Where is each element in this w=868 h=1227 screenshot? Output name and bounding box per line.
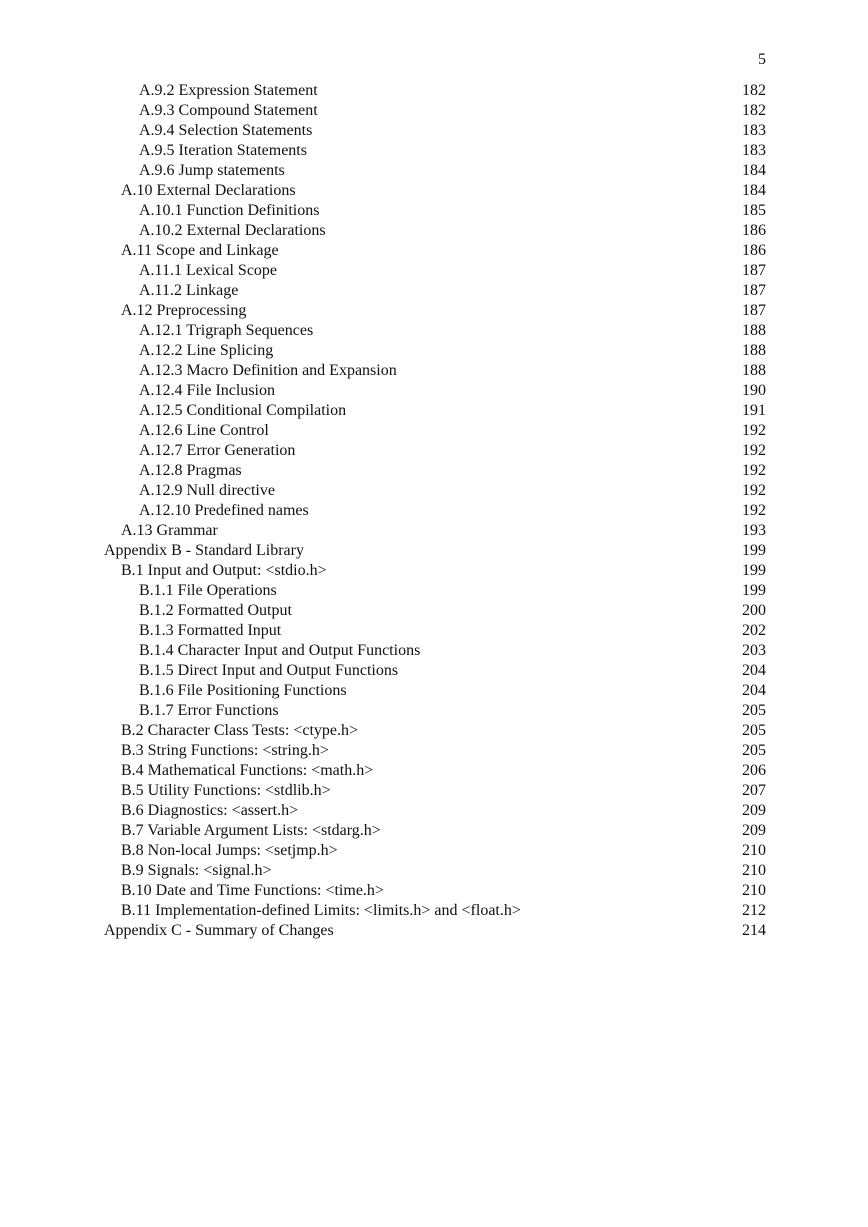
toc-entry-page: 205 <box>742 742 766 759</box>
toc-entry <box>104 341 766 361</box>
toc-entry-title: B.1.4 Character Input and Output Functions <box>139 642 421 659</box>
toc-entry-page: 192 <box>742 482 766 499</box>
toc-entry <box>104 781 766 801</box>
toc-entry-page: 184 <box>742 182 766 199</box>
toc-entry <box>104 401 766 421</box>
toc-entry-page: 206 <box>742 762 766 779</box>
toc-entry-title: A.12 Preprocessing <box>121 302 247 319</box>
toc-entry-title: A.9.5 Iteration Statements <box>139 142 307 159</box>
toc-entry <box>104 801 766 821</box>
toc-entry-title: B.1.2 Formatted Output <box>139 602 292 619</box>
toc-entry <box>104 161 766 181</box>
toc-entry-title: A.12.9 Null directive <box>139 482 275 499</box>
toc-entry <box>104 681 766 701</box>
toc-entry-title: B.1.5 Direct Input and Output Functions <box>139 662 399 679</box>
table-of-contents <box>104 81 766 941</box>
toc-entry-page: 204 <box>742 662 766 679</box>
toc-entry-page: 212 <box>742 902 766 919</box>
toc-entry-page: 188 <box>742 342 766 359</box>
toc-entry-title: A.12.6 Line Control <box>139 422 269 439</box>
toc-entry <box>104 501 766 521</box>
toc-entry <box>104 721 766 741</box>
toc-entry-title: A.9.2 Expression Statement <box>139 82 318 99</box>
toc-entry-title: B.9 Signals: <signal.h> <box>121 862 272 879</box>
toc-entry <box>104 121 766 141</box>
toc-entry-title: A.12.4 File Inclusion <box>139 382 275 399</box>
toc-entry-title: A.12.7 Error Generation <box>139 442 296 459</box>
toc-entry <box>104 541 766 561</box>
toc-entry-title: B.1.1 File Operations <box>139 582 277 599</box>
toc-entry <box>104 741 766 761</box>
toc-entry-page: 205 <box>742 702 766 719</box>
toc-entry-title: A.9.6 Jump statements <box>139 162 285 179</box>
toc-entry-page: 210 <box>742 862 766 879</box>
toc-entry <box>104 861 766 881</box>
toc-entry-title: A.12.10 Predefined names <box>139 502 309 519</box>
toc-entry <box>104 841 766 861</box>
toc-entry-page: 193 <box>742 522 766 539</box>
toc-entry-title: B.2 Character Class Tests: <ctype.h> <box>121 722 359 739</box>
toc-entry-title: B.6 Diagnostics: <assert.h> <box>121 802 299 819</box>
toc-entry <box>104 561 766 581</box>
toc-entry-page: 209 <box>742 802 766 819</box>
toc-entry-page: 203 <box>742 642 766 659</box>
toc-entry-title: A.12.1 Trigraph Sequences <box>139 322 314 339</box>
toc-entry-page: 199 <box>742 542 766 559</box>
toc-entry-page: 202 <box>742 622 766 639</box>
toc-entry <box>104 321 766 341</box>
toc-entry-title: B.7 Variable Argument Lists: <stdarg.h> <box>121 822 381 839</box>
toc-entry-page: 186 <box>742 242 766 259</box>
toc-entry <box>104 281 766 301</box>
toc-entry-page: 192 <box>742 502 766 519</box>
toc-entry-page: 192 <box>742 422 766 439</box>
toc-entry <box>104 141 766 161</box>
toc-entry-title: Appendix B - Standard Library <box>104 542 304 559</box>
toc-entry-title: A.9.3 Compound Statement <box>139 102 318 119</box>
toc-entry <box>104 661 766 681</box>
toc-entry <box>104 181 766 201</box>
toc-entry-page: 205 <box>742 722 766 739</box>
toc-entry-title: A.11.2 Linkage <box>139 282 239 299</box>
toc-entry-page: 199 <box>742 562 766 579</box>
toc-entry-title: A.10.2 External Declarations <box>139 222 326 239</box>
toc-entry-title: Appendix C - Summary of Changes <box>104 922 334 939</box>
toc-entry-title: A.12.3 Macro Definition and Expansion <box>139 362 397 379</box>
toc-entry <box>104 81 766 101</box>
toc-entry-title: A.10.1 Function Definitions <box>139 202 320 219</box>
toc-entry-page: 200 <box>742 602 766 619</box>
toc-entry-page: 192 <box>742 442 766 459</box>
toc-entry-title: A.10 External Declarations <box>121 182 296 199</box>
toc-entry-title: B.1.7 Error Functions <box>139 702 279 719</box>
toc-entry-title: B.8 Non-local Jumps: <setjmp.h> <box>121 842 338 859</box>
toc-entry-title: B.11 Implementation-defined Limits: <limits.h> and <float.h> <box>121 902 521 919</box>
toc-entry-page: 190 <box>742 382 766 399</box>
toc-entry <box>104 201 766 221</box>
toc-entry-page: 192 <box>742 462 766 479</box>
toc-entry-page: 183 <box>742 142 766 159</box>
toc-entry-page: 183 <box>742 122 766 139</box>
toc-entry <box>104 361 766 381</box>
toc-entry <box>104 901 766 921</box>
toc-entry <box>104 821 766 841</box>
toc-entry-title: B.1 Input and Output: <stdio.h> <box>121 562 327 579</box>
toc-entry-title: A.12.8 Pragmas <box>139 462 242 479</box>
toc-entry-page: 186 <box>742 222 766 239</box>
page-number: 5 <box>758 51 766 68</box>
toc-entry <box>104 601 766 621</box>
toc-entry <box>104 261 766 281</box>
toc-entry-page: 199 <box>742 582 766 599</box>
toc-entry-page: 187 <box>742 282 766 299</box>
toc-entry-title: B.10 Date and Time Functions: <time.h> <box>121 882 384 899</box>
toc-entry-title: A.11.1 Lexical Scope <box>139 262 278 279</box>
toc-entry <box>104 421 766 441</box>
toc-entry <box>104 881 766 901</box>
toc-entry-page: 214 <box>742 922 766 939</box>
toc-entry-title: A.11 Scope and Linkage <box>121 242 279 259</box>
toc-entry <box>104 521 766 541</box>
toc-entry <box>104 381 766 401</box>
toc-entry-page: 188 <box>742 362 766 379</box>
toc-entry-title: A.9.4 Selection Statements <box>139 122 313 139</box>
toc-entry-page: 191 <box>742 402 766 419</box>
toc-entry <box>104 481 766 501</box>
toc-entry-title: A.13 Grammar <box>121 522 218 539</box>
toc-entry <box>104 461 766 481</box>
toc-entry-title: A.12.2 Line Splicing <box>139 342 274 359</box>
toc-entry-page: 182 <box>742 102 766 119</box>
toc-entry-title: B.3 String Functions: <string.h> <box>121 742 329 759</box>
toc-entry <box>104 581 766 601</box>
toc-entry-page: 210 <box>742 842 766 859</box>
toc-entry-page: 182 <box>742 82 766 99</box>
toc-entry-page: 207 <box>742 782 766 799</box>
toc-entry <box>104 621 766 641</box>
toc-entry <box>104 101 766 121</box>
toc-entry <box>104 761 766 781</box>
toc-entry-page: 185 <box>742 202 766 219</box>
toc-entry-page: 184 <box>742 162 766 179</box>
toc-entry-title: B.1.6 File Positioning Functions <box>139 682 347 699</box>
toc-entry-page: 209 <box>742 822 766 839</box>
toc-entry <box>104 701 766 721</box>
toc-entry-title: A.12.5 Conditional Compilation <box>139 402 347 419</box>
toc-entry <box>104 441 766 461</box>
toc-entry-page: 187 <box>742 302 766 319</box>
toc-entry <box>104 241 766 261</box>
toc-entry-page: 204 <box>742 682 766 699</box>
toc-entry <box>104 221 766 241</box>
toc-entry <box>104 301 766 321</box>
toc-entry-page: 187 <box>742 262 766 279</box>
toc-entry-page: 210 <box>742 882 766 899</box>
toc-entry-title: B.5 Utility Functions: <stdlib.h> <box>121 782 331 799</box>
toc-entry-page: 188 <box>742 322 766 339</box>
toc-entry <box>104 641 766 661</box>
toc-entry-title: B.4 Mathematical Functions: <math.h> <box>121 762 374 779</box>
toc-entry-title: B.1.3 Formatted Input <box>139 622 282 639</box>
toc-entry <box>104 921 766 941</box>
